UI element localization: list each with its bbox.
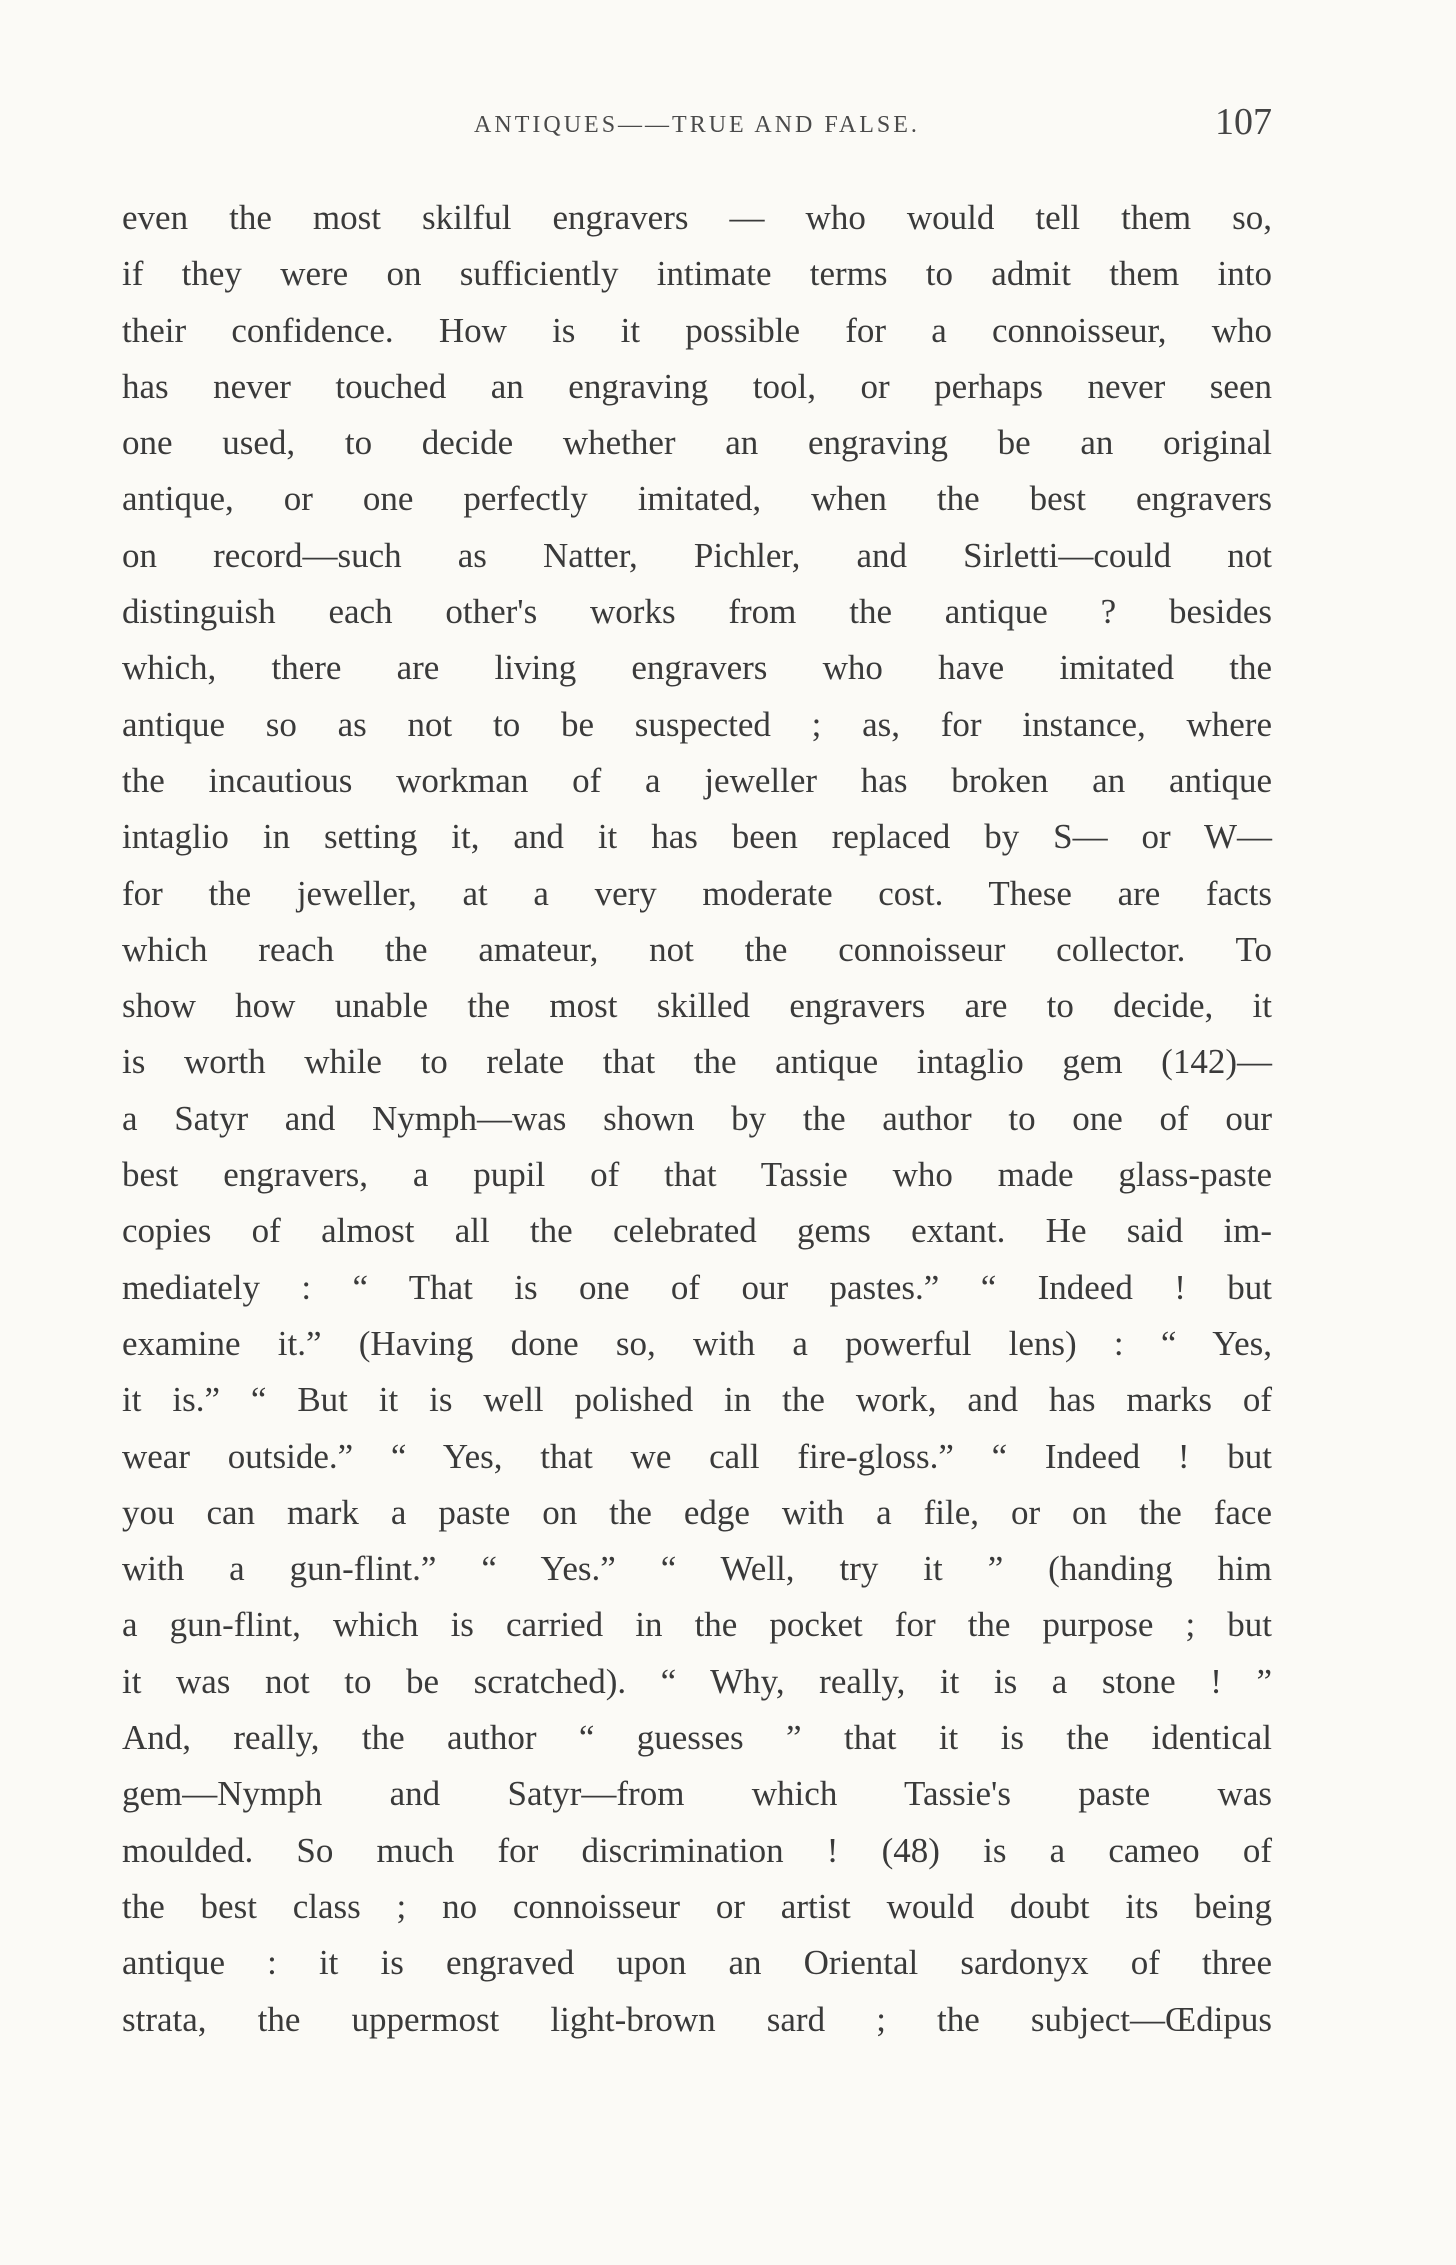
text-line: is worth while to relate that the antique intaglio gem (142)— (122, 1042, 1272, 1082)
text-line: it is.” “ But it is well polished in the work, and has marks of (122, 1380, 1272, 1420)
text-line: it was not to be scratched). “ Why, really, it is a stone ! ” (122, 1661, 1272, 1701)
text-line: which reach the amateur, not the connoisseur collector. To (122, 929, 1272, 969)
text-line: has never touched an engraving tool, or perhaps never seen (122, 366, 1272, 406)
text-line: antique so as not to be suspected ; as, for instance, where (122, 704, 1272, 744)
text-line: with a gun-flint.” “ Yes.” “ Well, try it ” (handing him (122, 1549, 1272, 1589)
text-line: show how unable the most skilled engravers are to decide, it (122, 986, 1272, 1026)
text-line: the incautious workman of a jeweller has broken an antique (122, 760, 1272, 800)
running-title: ANTIQUES——TRUE AND FALSE. (474, 112, 920, 138)
text-line: for the jeweller, at a very moderate cost. These are facts (122, 873, 1272, 913)
text-line: a gun-flint, which is carried in the pocket for the purpose ; but (122, 1605, 1272, 1645)
text-line: distinguish each other's works from the antique ? besides (122, 592, 1272, 632)
text-line: intaglio in setting it, and it has been replaced by S— or W— (122, 817, 1272, 857)
page-number: 107 (1215, 101, 1272, 143)
text-line: if they were on sufficiently intimate terms to admit them into (122, 254, 1272, 294)
text-line: And, really, the author “ guesses ” that it is the identical (122, 1718, 1272, 1758)
text-line: mediately : “ That is one of our pastes.” “ Indeed ! but (122, 1267, 1272, 1307)
text-line: on record—such as Natter, Pichler, and Sirletti—could not (122, 535, 1272, 575)
text-line: best engravers, a pupil of that Tassie who made glass-paste (122, 1155, 1272, 1195)
text-line: even the most skilful engravers — who would tell them so, (122, 198, 1272, 237)
text-line: which, there are living engravers who have imitated the (122, 648, 1272, 688)
running-head (122, 100, 1272, 150)
text-line: their confidence. How is it possible for a connoisseur, who (122, 310, 1272, 350)
text-line: copies of almost all the celebrated gems extant. He said im- (122, 1211, 1272, 1251)
text-line: wear outside.” “ Yes, that we call fire-gloss.” “ Indeed ! but (122, 1436, 1272, 1476)
text-line: examine it.” (Having done so, with a powerful lens) : “ Yes, (122, 1323, 1272, 1363)
text-line: antique : it is engraved upon an Oriental sardonyx of three (122, 1943, 1272, 1983)
text-line: moulded. So much for discrimination ! (48) is a cameo of (122, 1830, 1272, 1870)
text-line: antique, or one perfectly imitated, when the best engravers (122, 479, 1272, 519)
text-line: you can mark a paste on the edge with a file, or on the face (122, 1492, 1272, 1532)
text-line: gem—Nymph and Satyr—from which Tassie's paste was (122, 1774, 1272, 1814)
text-line: strata, the uppermost light-brown sard ; the subject—Œdipus (122, 1999, 1272, 2039)
text-line: a Satyr and Nymph—was shown by the author to one of our (122, 1098, 1272, 1138)
body-text (122, 190, 1272, 2048)
text-line: the best class ; no connoisseur or artist would doubt its being (122, 1886, 1272, 1926)
text-line: one used, to decide whether an engraving be an original (122, 423, 1272, 463)
